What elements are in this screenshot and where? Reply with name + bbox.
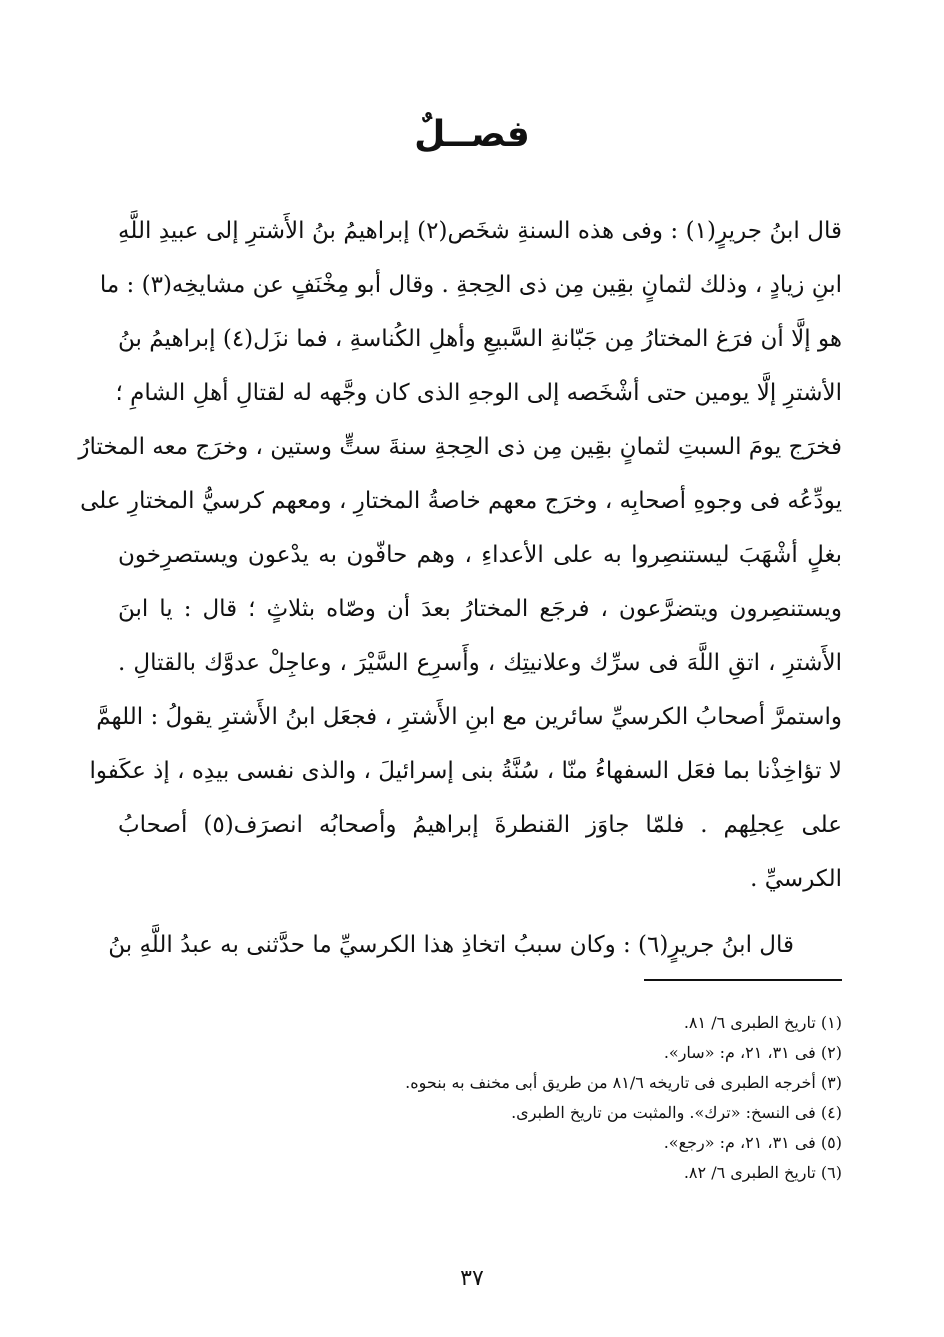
footnote: (٢) فى ٣١، ٢١، م: «سار». (663, 1043, 842, 1062)
text-line: هو إلَّا أن فرَغ المختارُ مِن جَبّانةِ السَّبيعِ وأهلِ الكُناسةِ ، فما نزَل(٤) إبراهيمُ بنُ (118, 326, 842, 352)
text-line: بغلٍ أشْهَبَ ليستنصِروا به على الأعداءِ ، وهم حافّون به يدْعون ويستصرِخون (118, 542, 842, 568)
text-line: الأشترِ إلَّا يومين حتى أشْخَصه إلى الوجهِ الذى كان وجَّهه له لقتالِ أهلِ الشامِ ؛ (115, 380, 842, 406)
footnotes (118, 1008, 842, 1188)
page-number: ٣٧ (460, 1266, 484, 1291)
section-title: فصــلٌ (414, 114, 530, 155)
footnote: (٣) أخرجه الطبرى فى تاريخه ٨١/٦ من طريق أبى مخنف به بنحوه. (405, 1073, 842, 1092)
text-line: لا تؤاخِذْنا بما فعَل السفهاءُ منّا ، سُنَّةُ بنى إسرائيلَ ، والذى نفسى بيدِه ، إذ عكَفوا (89, 758, 842, 784)
footnote: (٥) فى ٣١، ٢١، م: «رجع». (663, 1133, 842, 1152)
text-line: على عِجلِهم . فلمّا جاوَز القنطرةَ إبراهيمُ وأصحابُه انصرَف(٥) أصحابُ (118, 812, 842, 838)
text-line: واستمرَّ أصحابُ الكرسيِّ سائرين مع ابنِ الأَشترِ ، فجعَل ابنُ الأَشترِ يقولُ : اللهمَّ (96, 704, 842, 730)
text-line: ابنِ زيادٍ ، وذلك لثمانٍ بقِين مِن ذى الحِجةِ . وقال أبو مِخْنَفٍ عن مشايخِه(٣) : ما (99, 272, 842, 298)
text-line: الأَشترِ ، اتقِ اللَّهَ فى سرِّك وعلانيتِك ، وأَسرِع السَّيْرَ ، وعاجِلْ عدوَّك بالقتالِ . (118, 650, 842, 676)
footnote: (٤) فى النسخ: «ترك». والمثبت من تاريخ الطبرى. (511, 1103, 842, 1122)
footnote: (١) تاريخ الطبرى ٦/ ٨١. (683, 1013, 842, 1032)
text-line: الكرسيِّ . (750, 866, 842, 892)
text-line: فخرَج يومَ السبتِ لثمانٍ بقِين مِن ذى الحِجةِ سنةَ ستٍّ وستين ، وخرَج معه المختارُ (78, 434, 842, 460)
text-line: ويستنصِرون ويتضرَّعون ، فرجَع المختارُ بعدَ أن وصّاه بثلاثٍ ؛ قال : يا ابنَ (118, 596, 842, 622)
text-line: قال ابنُ جريرٍ(٦) : وكان سببُ اتخاذِ هذا الكرسيِّ ما حدَّثنى به عبدُ اللَّهِ بنُ (108, 932, 794, 958)
footnote-divider (644, 979, 842, 981)
main-text (78, 204, 842, 972)
footnote: (٦) تاريخ الطبرى ٦/ ٨٢. (683, 1163, 842, 1182)
text-line: يودِّعُه فى وجوهِ أصحابِه ، وخرَج معهم خاصةُ المختارِ ، ومعهم كرسيُّ المختارِ على (80, 488, 842, 514)
text-line: قال ابنُ جريرٍ(١) : وفى هذه السنةِ شخَص(٢) إبراهيمُ بنُ الأَشترِ إلى عبيدِ اللَّهِ (118, 218, 842, 244)
